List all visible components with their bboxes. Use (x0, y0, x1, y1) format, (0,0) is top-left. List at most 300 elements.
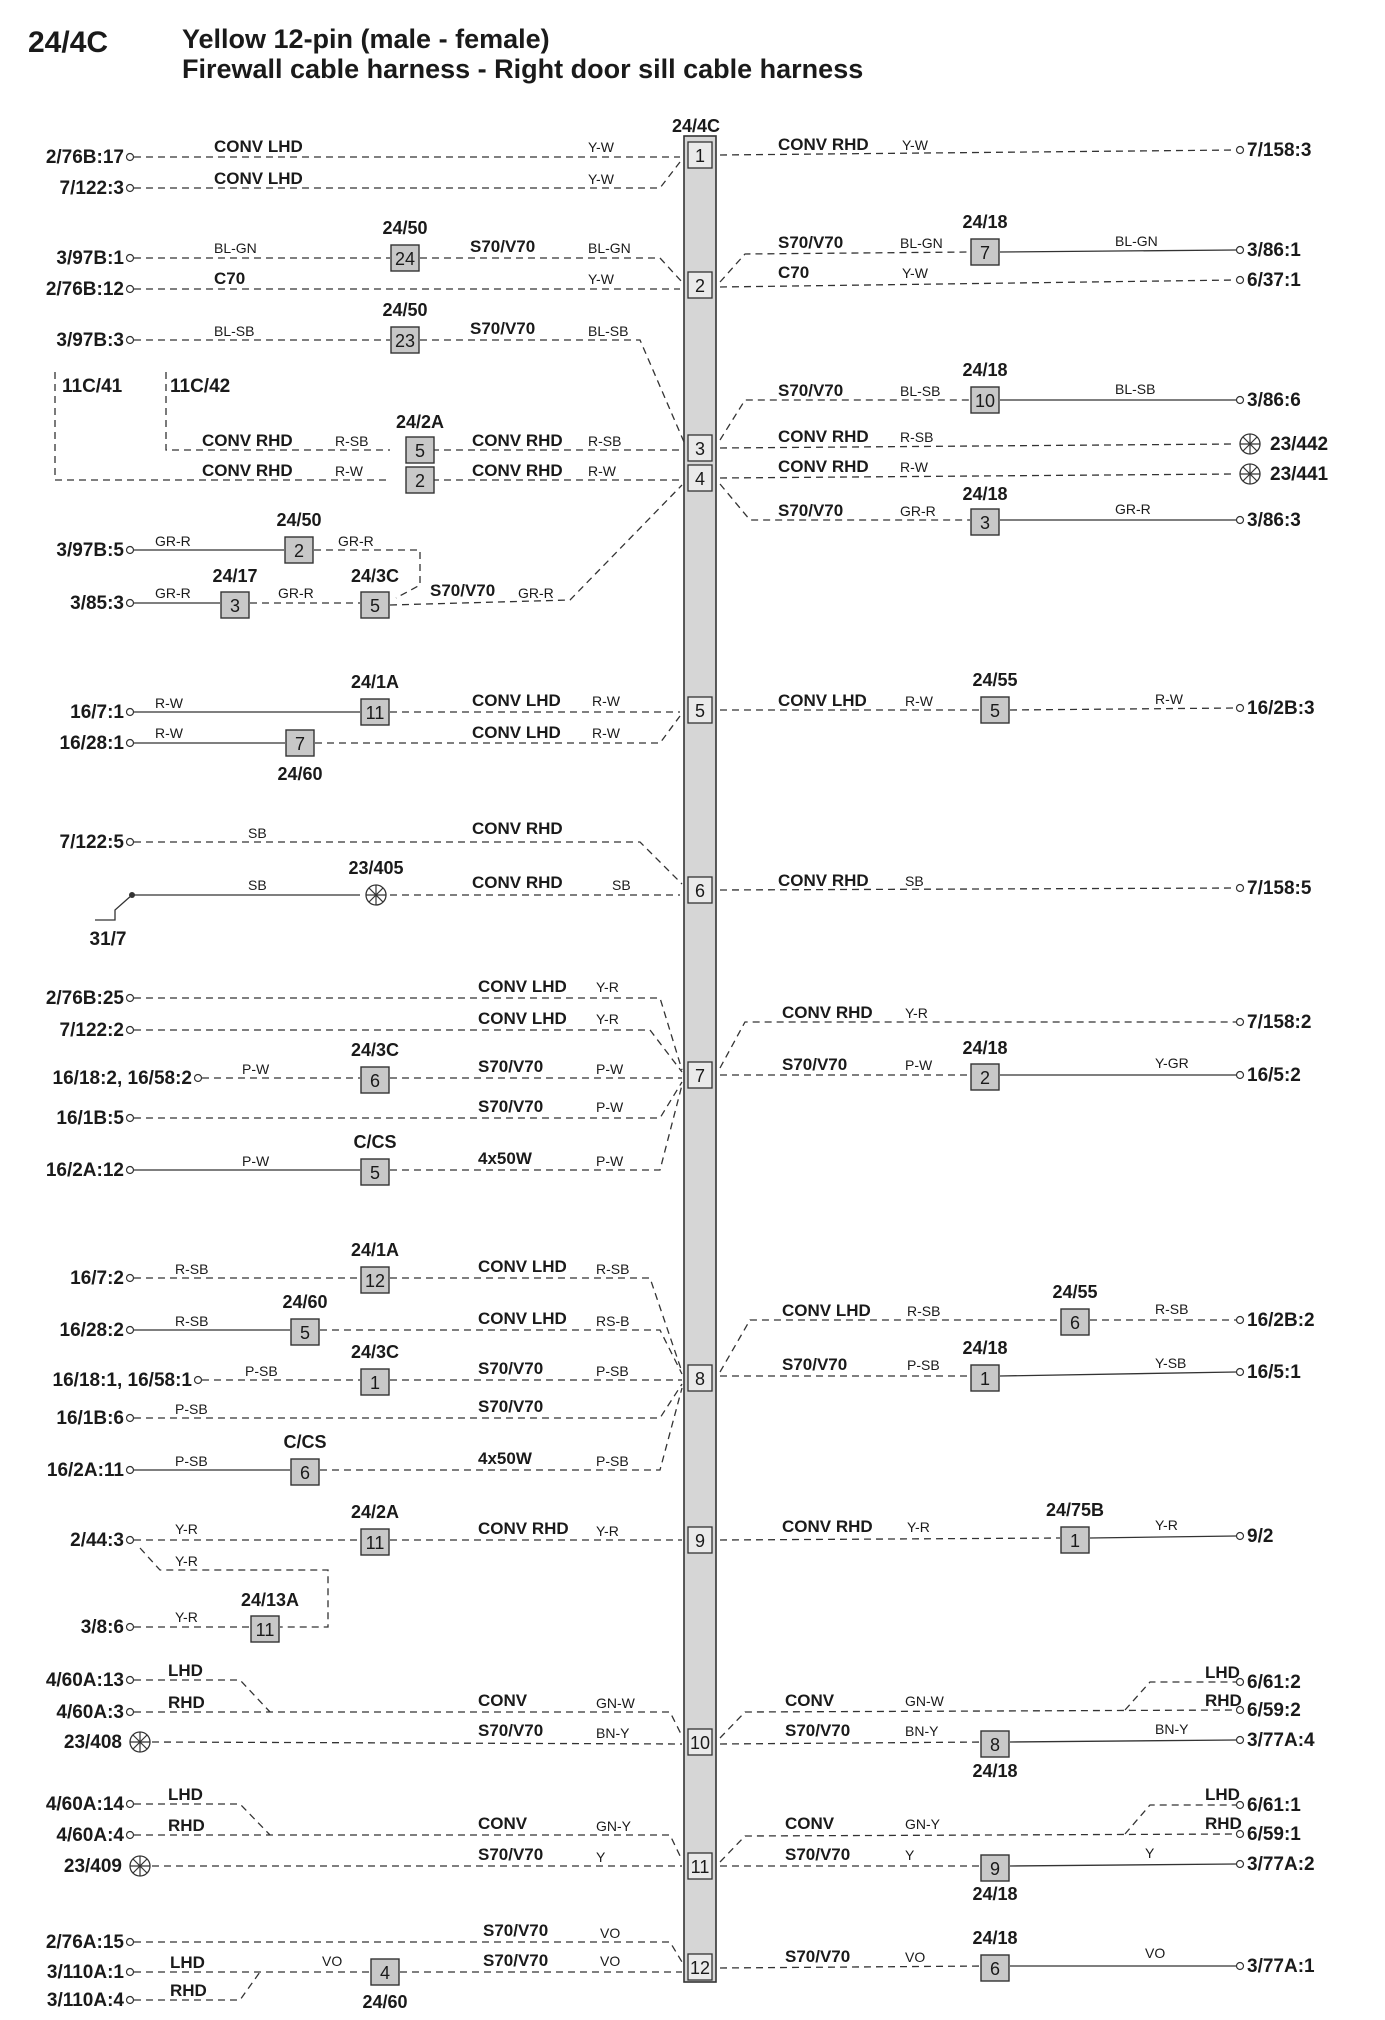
label: CONV RHD (782, 1003, 873, 1022)
module-label: 24/18 (972, 1884, 1018, 1904)
label: S70/V70 (478, 1721, 544, 1740)
label: GR-R (278, 585, 314, 601)
label: LHD (1205, 1663, 1240, 1682)
label: CONV LHD (214, 137, 303, 156)
label: P-W (905, 1057, 933, 1073)
label: S70/V70 (778, 381, 844, 400)
connector-pin (688, 1365, 712, 1391)
label: Y-W (902, 265, 928, 281)
label: R-W (1155, 691, 1183, 707)
label: CONV LHD (782, 1301, 871, 1320)
label: Y-R (907, 1519, 930, 1535)
label: RHD (1205, 1691, 1242, 1710)
splice-box (1061, 1527, 1089, 1553)
connector-pin (688, 1729, 712, 1755)
module-label: 24/75B (1045, 1500, 1105, 1520)
terminal-label: 7/158:3 (1247, 140, 1312, 161)
splice-box (971, 1365, 999, 1391)
module-label: 24/18 (972, 1761, 1018, 1781)
label: CONV LHD (778, 691, 867, 710)
label: R-W (905, 693, 933, 709)
wire (420, 340, 684, 442)
label: Y (596, 1849, 606, 1865)
label: CONV LHD (472, 723, 561, 742)
wire (720, 1320, 1060, 1372)
terminal-label: 16/5:2 (1247, 1065, 1301, 1086)
label: CONV RHD (472, 819, 563, 838)
splice-box-number: 8 (989, 1735, 1001, 1755)
terminal-label: 16/1B:5 (56, 1108, 124, 1129)
terminal-ring (127, 547, 134, 554)
label: S70/V70 (778, 501, 844, 520)
label: CONV LHD (214, 169, 303, 188)
label: Y (1145, 1845, 1155, 1861)
splice-box-number: 11 (365, 703, 385, 723)
module-label: 24/18 (962, 360, 1008, 380)
splice-box-number: 12 (364, 1271, 386, 1291)
splice-box (221, 592, 249, 618)
label: BL-GN (588, 240, 631, 256)
label: GN-W (596, 1695, 635, 1711)
splice-box-number: 11 (365, 1533, 385, 1553)
terminal-label: 3/85:3 (70, 593, 124, 614)
connector-pin-number: 8 (694, 1369, 706, 1389)
wire (720, 1966, 985, 1968)
splice-box (981, 1731, 1009, 1757)
terminal-ring (1237, 517, 1244, 524)
terminal-ring (1237, 1317, 1244, 1324)
module-label: 24/18 (962, 1338, 1008, 1358)
terminal-label: 3/77A:2 (1247, 1854, 1315, 1875)
connector-pin-number: 11 (690, 1857, 710, 1877)
terminal-label: 31/7 (89, 929, 127, 950)
label: CONV RHD (202, 431, 293, 450)
label: Y-R (596, 1011, 619, 1027)
terminal-label: 16/5:1 (1247, 1362, 1301, 1383)
module-label: 24/1A (350, 1240, 400, 1260)
terminal-label: 23/408 (63, 1732, 122, 1753)
module-label: 24/3C (350, 566, 400, 586)
wire (1000, 250, 1236, 252)
splice-box (971, 239, 999, 265)
label: VO (1145, 1945, 1166, 1961)
label: P-SB (907, 1357, 940, 1373)
label: 4x50W (478, 1149, 532, 1168)
label: R-W (155, 725, 183, 741)
module-label: 24/60 (362, 1992, 408, 2012)
terminal-label: 16/18:2, 16/58:2 (52, 1068, 192, 1089)
terminal-ring (127, 1677, 134, 1684)
connector-pin-number: 5 (694, 701, 706, 721)
connector-pin (688, 1527, 712, 1553)
terminal-label: 3/110A:4 (46, 1990, 124, 2011)
wire (1010, 1740, 1236, 1742)
terminal-label: 2/76A:15 (45, 1932, 124, 1953)
splice-box-number: 3 (979, 513, 991, 533)
terminal-ring (127, 1624, 134, 1631)
label: BN-Y (596, 1725, 630, 1741)
label: R-SB (596, 1261, 630, 1277)
label: P-W (242, 1061, 270, 1077)
splice-box-number: 5 (369, 1163, 381, 1183)
wire (720, 1538, 1060, 1540)
label: CONV RHD (472, 431, 563, 450)
wire (140, 1548, 328, 1627)
label: CONV RHD (778, 427, 869, 446)
splice-box (285, 537, 313, 563)
label: Y-W (588, 139, 614, 155)
ground-point-icon (130, 1732, 150, 1752)
module-label: 24/50 (382, 218, 428, 238)
terminal-label: 16/2A:12 (45, 1160, 124, 1181)
label: P-SB (596, 1453, 629, 1469)
splice-box-number: 5 (299, 1323, 311, 1343)
splice-box (981, 697, 1009, 723)
label: SB (905, 873, 924, 889)
wire (95, 895, 132, 920)
ground-point-icon (130, 1856, 150, 1876)
connector-pin (688, 272, 712, 298)
module-label: 24/55 (1052, 1282, 1098, 1302)
label: R-SB (175, 1313, 209, 1329)
module-label: 24/55 (972, 670, 1018, 690)
terminal-ring (1237, 1369, 1244, 1376)
terminal-label: 23/441 (1270, 464, 1329, 485)
label: S70/V70 (478, 1057, 544, 1076)
label: P-SB (175, 1453, 208, 1469)
label: BL-SB (900, 383, 941, 399)
label: S70/V70 (785, 1721, 851, 1740)
splice-box-number: 11 (255, 1620, 275, 1640)
ground-point-icon (366, 885, 386, 905)
splice-box (361, 1159, 389, 1185)
connector-pin (688, 1062, 712, 1088)
splice-box (406, 467, 434, 493)
label: 11C/42 (170, 376, 231, 397)
splice-box (361, 1067, 389, 1093)
label: R-SB (175, 1261, 209, 1277)
label: BL-SB (1115, 381, 1156, 397)
terminal-ring (1237, 705, 1244, 712)
module-label: 24/18 (962, 484, 1008, 504)
terminal-label: 2/76B:17 (45, 147, 124, 168)
terminal-ring (1237, 247, 1244, 254)
label: S70/V70 (782, 1055, 848, 1074)
splice-box-number: 6 (989, 1959, 1001, 1979)
label: S70/V70 (785, 1845, 851, 1864)
terminal-ring (127, 1801, 134, 1808)
label: LHD (168, 1785, 203, 1804)
label: R-W (588, 463, 616, 479)
label: P-W (596, 1061, 624, 1077)
splice-box (361, 1267, 389, 1293)
label: S70/V70 (782, 1355, 848, 1374)
label: RHD (168, 1693, 205, 1712)
label: S70/V70 (470, 237, 536, 256)
wire (1010, 1864, 1236, 1866)
wire (134, 1384, 682, 1418)
label: BL-SB (214, 323, 255, 339)
terminal-label: 3/97B:1 (56, 248, 124, 269)
terminal-ring (127, 1115, 134, 1122)
module-label: 24/3C (350, 1342, 400, 1362)
label: R-SB (335, 433, 369, 449)
terminal-label: 3/77A:1 (1247, 1956, 1315, 1977)
terminal-label: 4/60A:14 (45, 1794, 124, 1815)
terminal-label: 23/409 (63, 1856, 122, 1877)
terminal-ring (1237, 885, 1244, 892)
terminal-ring (127, 1939, 134, 1946)
terminal-label: 6/61:1 (1247, 1795, 1301, 1816)
splice-box (291, 1319, 319, 1345)
label: BL-GN (214, 240, 257, 256)
label: CONV (785, 1814, 835, 1833)
terminal-ring (1237, 1737, 1244, 1744)
splice-box (971, 509, 999, 535)
terminal-ring (1237, 1533, 1244, 1540)
connector-pin-number: 1 (694, 146, 706, 166)
terminal-label: 6/61:2 (1247, 1672, 1301, 1693)
wire (1010, 708, 1236, 710)
splice-box-number: 6 (299, 1463, 311, 1483)
terminal-ring (127, 1275, 134, 1282)
label: GN-W (905, 1693, 944, 1709)
splice-box-number: 1 (979, 1369, 991, 1389)
connector-pin (688, 1954, 712, 1980)
label: CONV LHD (478, 977, 567, 996)
central-connector (672, 116, 720, 1982)
terminal-label: 7/122:2 (59, 1020, 124, 1041)
terminal-label: 7/122:3 (59, 178, 124, 199)
splice-box-number: 1 (1069, 1531, 1081, 1551)
module-label: 24/18 (962, 1038, 1008, 1058)
label: VO (905, 1949, 926, 1965)
label: BN-Y (1155, 1721, 1189, 1737)
label: VO (600, 1953, 621, 1969)
label: C70 (214, 269, 246, 288)
label: GR-R (1115, 501, 1151, 517)
label: CONV RHD (202, 461, 293, 480)
label: 11C/41 (62, 376, 123, 397)
splice-box-number: 7 (979, 243, 991, 263)
label: Y-W (588, 271, 614, 287)
label: GR-R (155, 533, 191, 549)
label: R-W (592, 693, 620, 709)
splice-box (981, 1955, 1009, 1981)
terminal-label: 3/8:6 (80, 1617, 124, 1638)
module-label: 23/405 (348, 858, 404, 878)
terminal-label: 3/110A:1 (46, 1962, 124, 1983)
terminal-ring (195, 1075, 202, 1082)
connector-pin (688, 877, 712, 903)
label: P-SB (175, 1401, 208, 1417)
terminal-ring (1237, 1963, 1244, 1970)
label: GR-R (518, 585, 554, 601)
splice-box (361, 1529, 389, 1555)
terminal-label: 4/60A:13 (45, 1670, 124, 1691)
connector-pin (688, 697, 712, 723)
label: CONV RHD (472, 461, 563, 480)
terminal-label: 6/59:2 (1247, 1700, 1301, 1721)
label: P-W (596, 1153, 624, 1169)
terminal-label: 6/37:1 (1247, 270, 1301, 291)
connector-pin-number: 2 (694, 276, 706, 296)
label: CONV LHD (478, 1309, 567, 1328)
splice-box-number: 10 (974, 391, 996, 411)
terminal-label: 6/59:1 (1247, 1824, 1301, 1845)
connector-pin-number: 4 (694, 469, 706, 489)
module-label: 24/1A (350, 672, 400, 692)
splice-box (971, 1064, 999, 1090)
label: S70/V70 (483, 1951, 549, 1970)
label: LHD (170, 1953, 205, 1972)
wire (152, 1742, 682, 1744)
terminal-ring (127, 1467, 134, 1474)
label: CONV (478, 1691, 528, 1710)
module-label: 24/17 (212, 566, 258, 586)
terminal-ring (127, 154, 134, 161)
splice-box-number: 7 (294, 734, 306, 754)
label: Y-R (596, 979, 619, 995)
terminal-label: 2/44:3 (70, 1530, 124, 1551)
terminal-ring (127, 995, 134, 1002)
terminal-label: 16/7:2 (70, 1268, 124, 1289)
label: P-W (596, 1099, 624, 1115)
splice-box-number: 5 (989, 701, 1001, 721)
terminal-label: 16/28:2 (59, 1320, 124, 1341)
splice-box (406, 437, 434, 463)
wire (720, 252, 970, 282)
splice-box-number: 6 (1069, 1313, 1081, 1333)
splice-box (391, 327, 419, 353)
splice-box (361, 592, 389, 618)
label: GR-R (155, 585, 191, 601)
terminal-ring (127, 740, 134, 747)
terminal-ring (127, 1167, 134, 1174)
label: Y-R (175, 1553, 198, 1569)
label: R-SB (900, 429, 934, 445)
diagram-title: Yellow 12-pin (male - female) (182, 24, 550, 54)
label: R-W (592, 725, 620, 741)
splice-boxes (221, 239, 1089, 1985)
splice-box-number: 5 (369, 596, 381, 616)
label: CONV RHD (472, 873, 563, 892)
label: BL-GN (1115, 233, 1158, 249)
connector-pin-number: 10 (689, 1733, 711, 1753)
label: R-W (335, 463, 363, 479)
terminal-ring (127, 286, 134, 293)
connector-pin-number: 7 (694, 1066, 706, 1086)
terminal-label: 16/7:1 (70, 702, 124, 723)
terminal-label: 3/86:6 (1247, 390, 1301, 411)
module-label: 24/3C (350, 1040, 400, 1060)
connector-pin (688, 1853, 712, 1879)
label: CONV RHD (778, 457, 869, 476)
diagram-subtitle: Firewall cable harness - Right door sill cable harness (182, 54, 864, 84)
module-label: 24/18 (972, 1928, 1018, 1948)
wire (134, 842, 682, 884)
wire (1090, 1536, 1236, 1538)
label: SB (248, 877, 267, 893)
label: C70 (778, 263, 810, 282)
label: LHD (1205, 1785, 1240, 1804)
splice-box-number: 24 (394, 249, 416, 269)
splice-box (391, 245, 419, 271)
label: Y-R (1155, 1517, 1178, 1533)
splice-box (981, 1855, 1009, 1881)
label: Y-R (596, 1523, 619, 1539)
label: CONV (478, 1814, 528, 1833)
wire (1000, 1372, 1236, 1376)
label: Y-GR (1155, 1055, 1189, 1071)
splice-box-number: 3 (229, 596, 241, 616)
terminal-ring (1237, 1019, 1244, 1026)
label: S70/V70 (470, 319, 536, 338)
splice-box (371, 1959, 399, 1985)
terminal-ring (127, 1832, 134, 1839)
terminal-ring (1237, 397, 1244, 404)
label: GR-R (900, 503, 936, 519)
splice-box-number: 9 (989, 1859, 1001, 1879)
label: CONV RHD (478, 1519, 569, 1538)
wire (420, 258, 682, 282)
label: CONV RHD (782, 1517, 873, 1536)
label: Y (905, 1847, 915, 1863)
splice-box-number: 4 (379, 1963, 391, 1983)
label: BN-Y (905, 1723, 939, 1739)
terminal-label: 16/2B:3 (1247, 698, 1315, 719)
terminal-label: 23/442 (1270, 434, 1329, 455)
label: RHD (1205, 1814, 1242, 1833)
label: Y-R (175, 1609, 198, 1625)
label: GR-R (338, 533, 374, 549)
label: SB (248, 825, 267, 841)
terminal-label: 7/158:2 (1247, 1012, 1312, 1033)
terminal-ring (1237, 1861, 1244, 1868)
label: Y-W (902, 137, 928, 153)
terminal-label: 3/97B:3 (56, 330, 124, 351)
connector-pin-number: 6 (694, 881, 706, 901)
label: CONV (785, 1691, 835, 1710)
terminal-label: 3/86:3 (1247, 510, 1301, 531)
label: CONV LHD (472, 691, 561, 710)
module-label: C/CS (353, 1132, 397, 1152)
terminal-ring (127, 1997, 134, 2004)
terminal-ring (127, 1537, 134, 1544)
terminal-label: 16/2A:11 (46, 1460, 124, 1481)
connector-pin (688, 142, 712, 168)
label: BL-SB (588, 323, 629, 339)
terminal-label: 3/77A:4 (1247, 1730, 1315, 1751)
terminal-label: 4/60A:4 (56, 1825, 124, 1846)
label: VO (600, 1925, 621, 1941)
connector-pin-number: 3 (694, 439, 706, 459)
terminal-label: 16/1B:6 (56, 1408, 124, 1429)
label: S70/V70 (478, 1845, 544, 1864)
terminal-label: 3/97B:5 (56, 540, 124, 561)
splice-box (361, 1369, 389, 1395)
ground-point-icon (1240, 434, 1260, 454)
module-label: 24/2A (350, 1502, 400, 1522)
terminal-ring (127, 1415, 134, 1422)
label: RS-B (596, 1313, 630, 1329)
wire (134, 998, 682, 1070)
terminal-ring (1237, 277, 1244, 284)
terminal-label: 16/2B:2 (1247, 1310, 1315, 1331)
terminal-ring (127, 600, 134, 607)
splice-box-number: 2 (293, 541, 305, 561)
label: Y-SB (1155, 1355, 1187, 1371)
